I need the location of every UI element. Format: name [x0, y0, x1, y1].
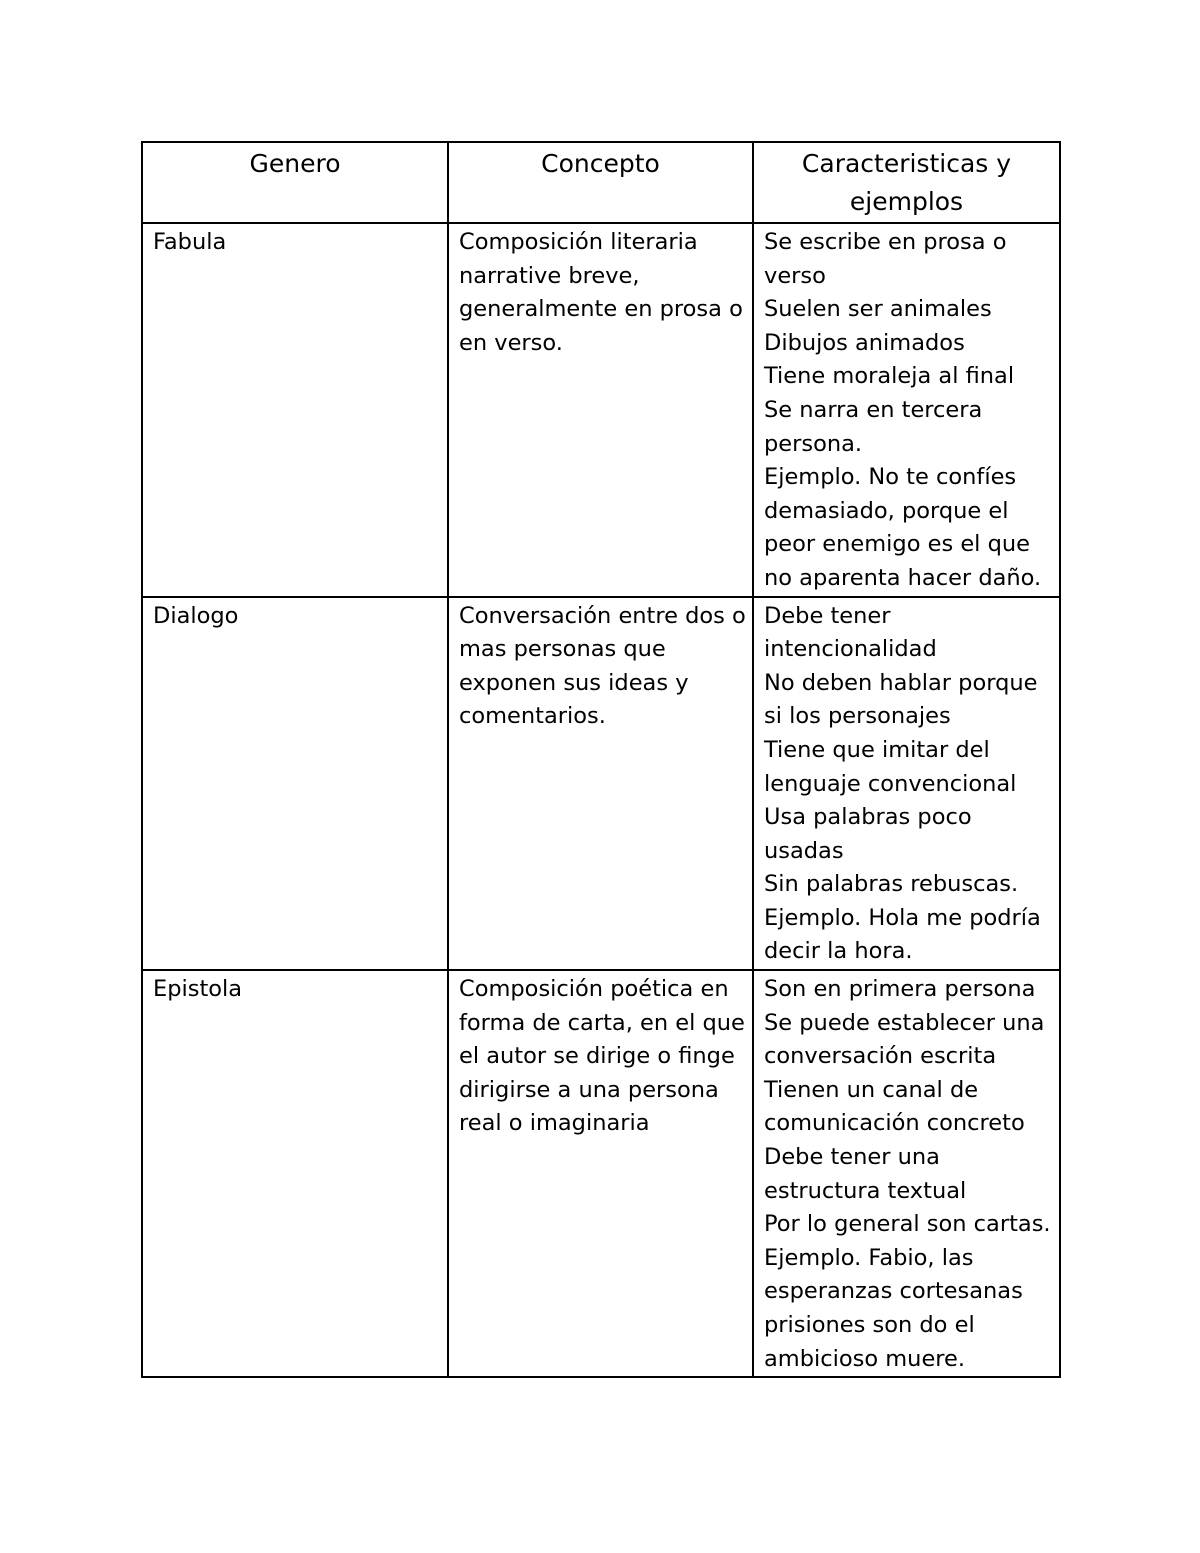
cell-text-line: Conversación entre dos o [459, 602, 746, 629]
header-genero [142, 142, 448, 223]
characteristics-cell [753, 223, 1060, 597]
cell-text-line: verso [764, 262, 826, 289]
cell-text-line: si los personajes [764, 703, 951, 730]
genre-label: Epistola [153, 976, 243, 1003]
cell-text-line: Ejemplo. Hola me podría [764, 904, 1041, 931]
cell-text-line: generalmente en prosa o [459, 296, 743, 323]
table-header-row [142, 142, 1060, 223]
cell-text-line: prisiones son do el [764, 1312, 975, 1338]
header-line: Genero [249, 149, 341, 178]
cell-text-line: dirigirse a una persona [459, 1076, 719, 1103]
cell-text-line: Dibujos animados [764, 329, 965, 356]
cell-text-line: mas personas que [459, 636, 666, 663]
cell-text-line: Tiene moraleja al final [764, 363, 1015, 390]
genres-table [141, 141, 1061, 1378]
concept-cell [448, 223, 753, 597]
cell-text-line: comunicación concreto [764, 1110, 1025, 1137]
cell-text-line: real o imaginaria [459, 1110, 650, 1137]
cell-text-line: en verso. [459, 329, 563, 356]
cell-text-line: demasiado, porque el [764, 497, 1009, 524]
cell-text-line: decir la hora. [764, 938, 913, 965]
cell-text-line: Composición poética en [459, 976, 729, 1003]
cell-text-line: conversación escrita [764, 1043, 997, 1070]
cell-text-line: intencionalidad [764, 636, 937, 663]
cell-text-line: ambicioso muere. [764, 1345, 966, 1372]
concept-cell [448, 970, 753, 1377]
cell-text-line: Se escribe en prosa o [764, 229, 1007, 255]
cell-text-line: lenguaje convencional [764, 770, 1017, 797]
cell-text-line: Suelen ser animales [764, 296, 992, 323]
cell-text-line: Tiene que imitar del [764, 736, 990, 763]
cell-text-line: estructura textual [764, 1177, 967, 1204]
header-line: Caracteristicas y [801, 149, 1012, 178]
cell-text-line: No deben hablar porque [764, 669, 1038, 696]
cell-text-line: comentarios. [459, 703, 606, 730]
characteristics-cell [753, 970, 1060, 1377]
concept-cell [448, 597, 753, 971]
cell-text-line: el autor se dirige o finge [459, 1043, 735, 1070]
cell-text-line: Sin palabras rebuscas. [764, 871, 1019, 898]
cell-text-line: no aparenta hacer daño. [764, 564, 1042, 591]
cell-text-line: narrative breve, [459, 262, 640, 289]
header-concepto [448, 142, 753, 223]
cell-text-line: exponen sus ideas y [459, 669, 689, 696]
header-line: ejemplos [849, 187, 964, 216]
cell-text-line: Son en primera persona [764, 976, 1036, 1003]
cell-text-line: Usa palabras poco [764, 804, 972, 831]
header-line: Concepto [541, 149, 660, 178]
genre-cell [142, 223, 448, 597]
genre-cell [142, 597, 448, 971]
genre-label: Fabula [153, 229, 227, 255]
cell-text-line: Se narra en tercera [764, 396, 983, 423]
cell-text-line: usadas [764, 837, 844, 864]
cell-text-line: peor enemigo es el que [764, 531, 1030, 558]
cell-text-line: esperanzas cortesanas [764, 1278, 1023, 1305]
cell-text-line: Tienen un canal de [764, 1076, 979, 1103]
cell-text-line: Debe tener [764, 602, 891, 629]
table-row [142, 970, 1060, 1377]
characteristics-cell [753, 597, 1060, 971]
cell-text-line: forma de carta, en el que [459, 1009, 745, 1036]
cell-text-line: Ejemplo. No te confíes [764, 464, 1017, 491]
genre-label: Dialogo [153, 602, 239, 629]
table-row [142, 597, 1060, 971]
genre-cell [142, 970, 448, 1377]
cell-text-line: Se puede establecer una [764, 1009, 1045, 1036]
cell-text-line: Por lo general son cartas. [764, 1211, 1051, 1238]
cell-text-line: Composición literaria [459, 229, 698, 255]
cell-text-line: Ejemplo. Fabio, las [764, 1244, 974, 1271]
header-caracteristicas [753, 142, 1060, 223]
cell-text-line: Debe tener una [764, 1144, 940, 1171]
table-row [142, 223, 1060, 597]
cell-text-line: persona. [764, 430, 863, 457]
